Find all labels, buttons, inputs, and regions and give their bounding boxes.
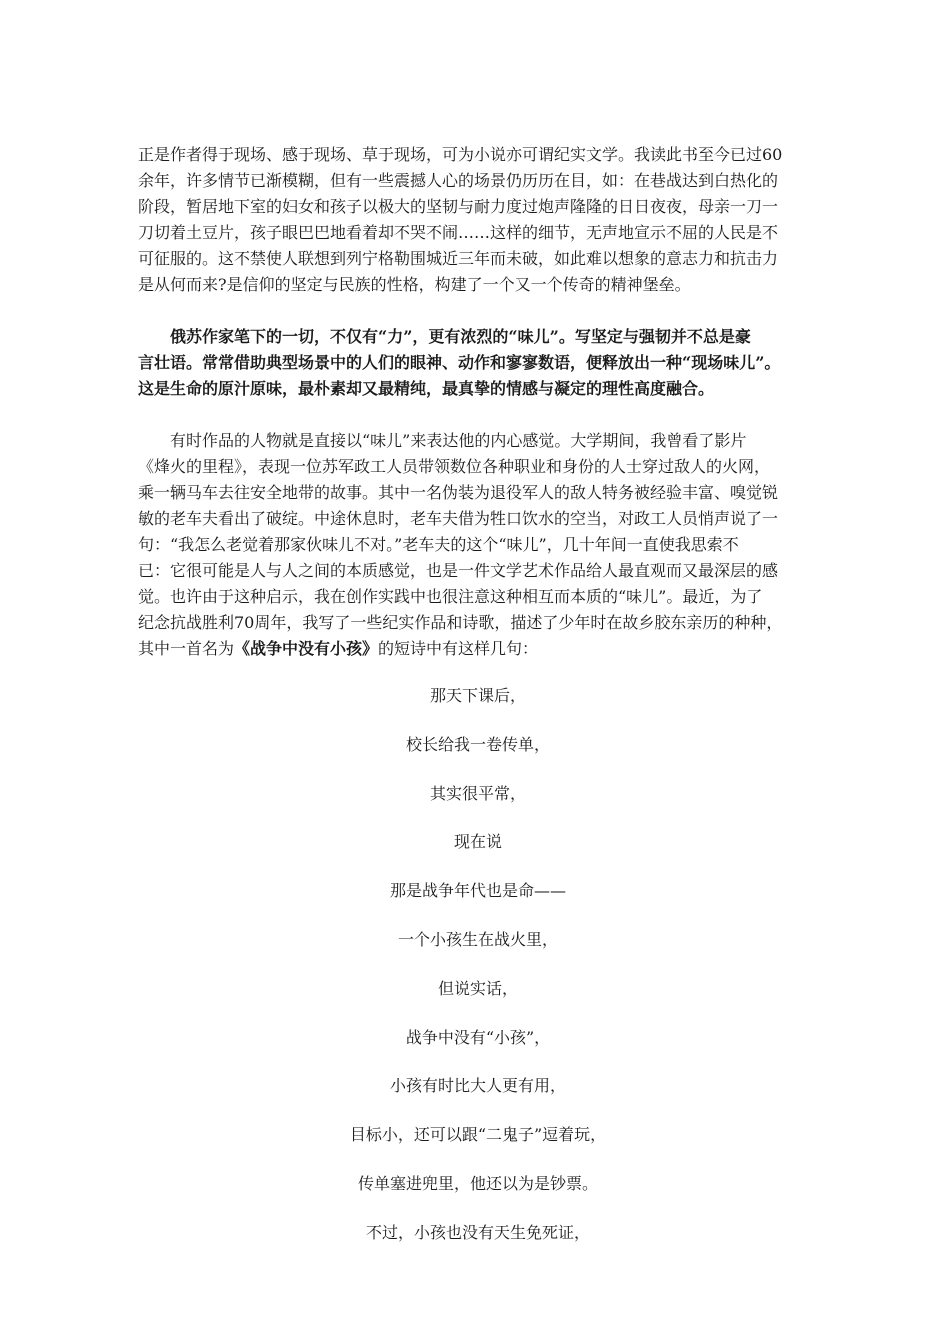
poem-line: 小孩有时比大人更有用， bbox=[389, 1076, 566, 1096]
paragraph-2-bold: 俄苏作家笔下的一切，不仅有“力”，更有浓烈的“味儿”。写坚定与强韧并不总是豪 言壮语。常常借助典型场景中的人们的眼神、动作和寥寥数语，便释放出一种“现场味儿”。 这是生命的原汁原味，最朴素却又最精纯，最真挚的情感与凝定的理性高度融合。 bbox=[138, 327, 781, 398]
article-body bbox=[138, 142, 818, 1270]
poem-line: 其实很平常， bbox=[429, 783, 526, 803]
poem-line: 那是战争年代也是命—— bbox=[389, 881, 566, 901]
poem-line: 校长给我一卷传单， bbox=[405, 734, 550, 754]
poem-line: 但说实话， bbox=[437, 978, 518, 998]
poem-line: 战争中没有“小孩”， bbox=[405, 1027, 551, 1047]
paragraph-3-tail: 的短诗中有这样几句： bbox=[378, 639, 539, 658]
poem-title: 《战争中没有小孩》 bbox=[234, 639, 379, 658]
paragraph-3 bbox=[138, 428, 818, 662]
poem-line: 传单塞进兜里，他还以为是钞票。 bbox=[357, 1173, 598, 1193]
poem-line: 目标小，还可以跟“二鬼子”逗着玩， bbox=[349, 1125, 607, 1145]
poem-line: 不过，小孩也没有天生免死证， bbox=[365, 1222, 590, 1242]
poem-line: 那天下课后， bbox=[429, 686, 526, 705]
poem-line: 一个小孩生在战火里， bbox=[397, 929, 558, 949]
paragraph-1: 正是作者得于现场、感于现场、草于现场，可为小说亦可谓纪实文学。我读此书至今已过60 余年，许多情节已渐模糊，但有一些震撼人心的场景仍历历在目，如：在巷战达到白热化的 阶段，暂居地下室的妇女和孩子以极大的坚韧与耐力度过炮声隆隆的日日夜夜，母亲一刀一 刀切着土豆片，孩子眼巴巴地看着却不哭不闹……这样的细节，无声地宣示不屈的人民是不 可征服的。这不禁使人联想到列宁格勒围城近三年而未破，如此难以想象的意志力和抗击力 是从何而来?是信仰的坚定与民族的性格，构建了一个又一个传奇的精神堡垒。 bbox=[138, 145, 783, 294]
poem-excerpt bbox=[138, 684, 818, 1270]
paragraph-3-text: 有时作品的人物就是直接以“味儿”来表达他的内心感觉。大学期间，我曾看了影片 《烽火的里程》，表现一位苏军政工人员带领数位各种职业和身份的人士穿过敌人的火网， 乘一辆马车去往安全地带的故事。其中一名伪装为退役军人的敌人特务被经验丰富、嗅觉锐 敏的老车夫看出了破绽。中途休息时，老车夫借为牲口饮水的空当，对政工人员悄声说了一 句：“我怎么老觉着那家伙味儿不对。”老车夫的这个“味儿”，几十年间一直使我思索不 已：它很可能是人与人之间的本质感觉，也是一件文学艺术作品给人最直观而又最深层的感 觉。也许由于这种启示，我在创作实践中也很注意这种相互而本质的“味儿”。最近，为了 纪念抗战胜利70周年，我写了一些纪实作品和诗歌，描述了少年时在故乡胶东亲历的种种， 其中一首名为 bbox=[138, 431, 783, 658]
poem-line: 现在说 bbox=[453, 832, 502, 852]
